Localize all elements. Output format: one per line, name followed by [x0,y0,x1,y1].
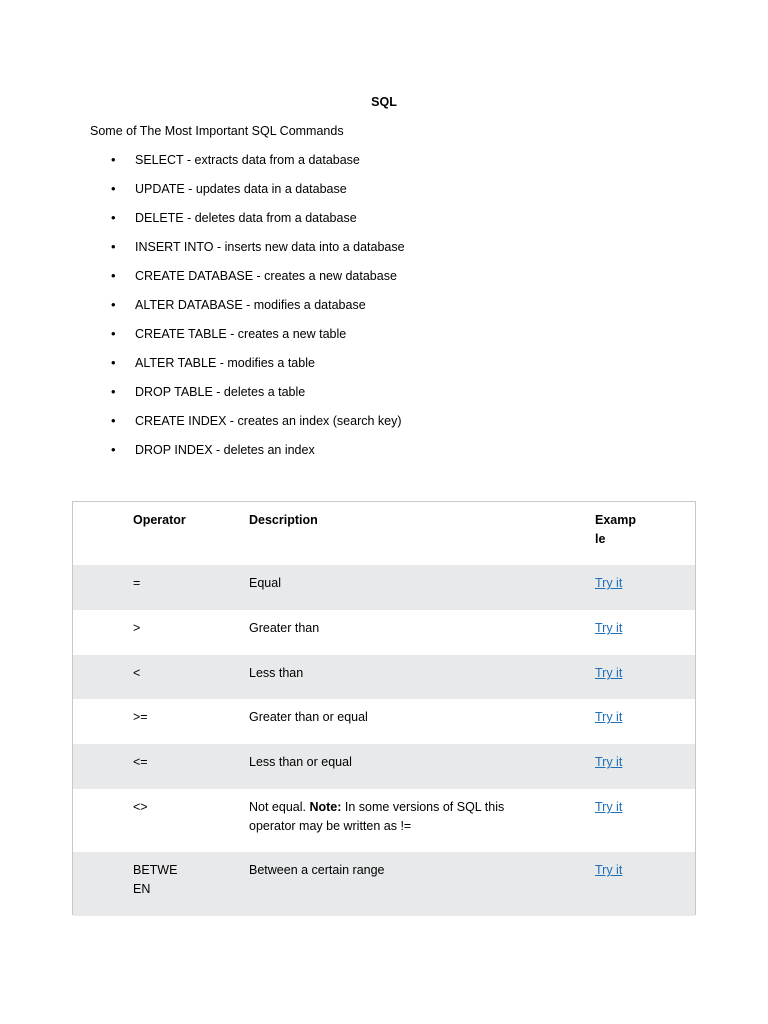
bullet-icon: • [111,210,116,225]
description-text: Not equal. [249,800,310,814]
command-text: SELECT - extracts data from a database [135,153,360,167]
command-text: DROP TABLE - deletes a table [135,385,306,399]
bullet-icon: • [111,413,116,428]
operator-cell: BETWEEN [133,863,178,896]
try-it-link[interactable]: Try it [595,755,623,769]
description-cell: Greater than or equal [249,710,368,724]
try-it-link[interactable]: Try it [595,710,623,724]
list-item [0,325,405,354]
header-description: Description [249,513,318,527]
description-cell: Less than or equal [249,755,352,769]
header-example: Example [595,513,636,546]
page-title: SQL [371,95,397,109]
note-label: Note: [309,800,342,814]
command-text: CREATE TABLE - creates a new table [135,327,347,341]
list-item [0,412,405,441]
intro-text: Some of The Most Important SQL Commands [90,124,344,138]
table-row [73,789,695,852]
sql-command-list [0,151,405,470]
bullet-icon: • [111,268,116,283]
example-cell [595,753,643,772]
operator-cell: <> [133,800,148,814]
example-cell [595,574,643,593]
list-item [0,296,405,325]
description-cell: Equal [249,576,281,590]
operator-cell: <= [133,755,148,769]
example-cell [595,798,643,817]
list-item [0,383,405,412]
table-row [73,655,695,699]
command-text: DROP INDEX - deletes an index [135,443,315,457]
command-text: DELETE - deletes data from a database [135,211,357,225]
operator-cell: = [133,576,141,590]
try-it-link[interactable]: Try it [595,863,623,877]
table-row [73,852,695,916]
example-cell [595,619,643,638]
description-text: In some versions of SQL this operator may be written as != [249,800,505,833]
command-text: UPDATE - updates data in a database [135,182,347,196]
operator-table [72,501,696,915]
description-cell: Greater than [249,621,320,635]
table-row [73,699,695,744]
table-header-row [73,502,695,565]
bullet-icon: • [111,181,116,196]
bullet-icon: • [111,297,116,312]
command-text: ALTER DATABASE - modifies a database [135,298,366,312]
list-item [0,151,405,180]
try-it-link[interactable]: Try it [595,621,623,635]
bullet-icon: • [111,442,116,457]
command-text: INSERT INTO - inserts new data into a database [135,240,405,254]
example-cell [595,861,643,880]
bullet-icon: • [111,239,116,254]
command-text: ALTER TABLE - modifies a table [135,356,315,370]
description-cell [249,798,539,836]
command-text: CREATE DATABASE - creates a new database [135,269,397,283]
table-row [73,610,695,655]
operator-cell: > [133,621,141,635]
description-cell: Less than [249,666,304,680]
table-row [73,565,695,610]
list-item [0,267,405,296]
list-item [0,238,405,267]
bullet-icon: • [111,152,116,167]
bullet-icon: • [111,384,116,399]
list-item [0,209,405,238]
header-operator: Operator [133,513,186,527]
bullet-icon: • [111,355,116,370]
try-it-link[interactable]: Try it [595,666,623,680]
description-cell: Between a certain range [249,863,385,877]
operator-cell: < [133,666,141,680]
try-it-link[interactable]: Try it [595,800,623,814]
bullet-icon: • [111,326,116,341]
example-cell [595,664,643,683]
list-item [0,441,405,470]
try-it-link[interactable]: Try it [595,576,623,590]
list-item [0,354,405,383]
operator-cell: >= [133,710,148,724]
example-cell [595,708,643,727]
list-item [0,180,405,209]
table-row [73,744,695,789]
command-text: CREATE INDEX - creates an index (search key) [135,414,402,428]
